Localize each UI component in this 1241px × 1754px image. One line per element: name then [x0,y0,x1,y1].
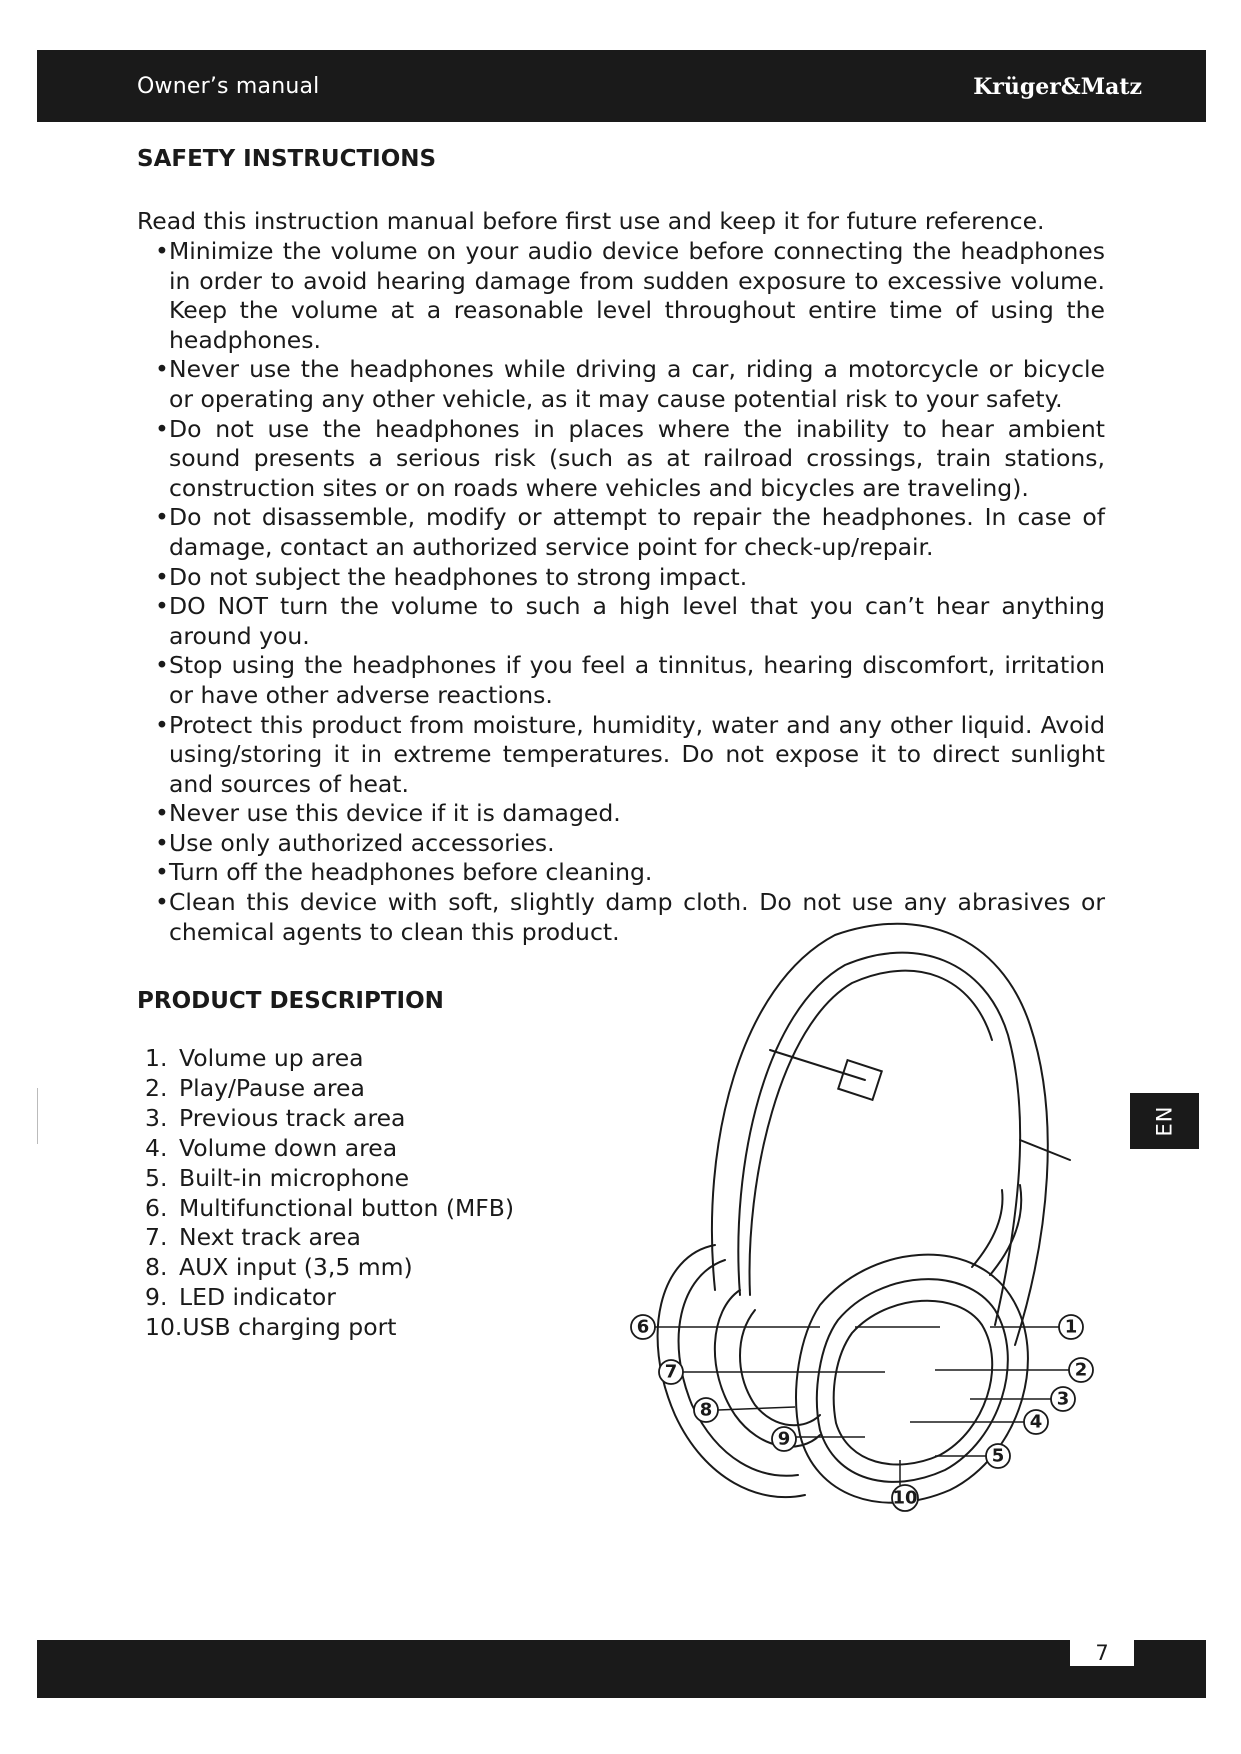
callout-label-9: 9 [777,1428,791,1450]
list-item [145,1044,514,1074]
callout-label-2: 2 [1074,1359,1088,1381]
item-label: Play/Pause area [179,1073,365,1102]
earcup-front-inner [817,1279,1008,1482]
hinge-inner [972,1190,1003,1267]
item-number: 4. [145,1133,168,1162]
safety-item: • Turn off the headphones before cleaning. [155,858,1105,888]
list-item [145,1074,514,1104]
safety-item: • Minimize the volume on your audio device before connecting the headphones in order to avoid hearing damage from sudden exposure to excessive volume. Keep the volume at a reasonable level throughout entire time of using the headphones. [155,237,1105,355]
safety-item: • Never use this device if it is damaged. [155,799,1105,829]
list-item [145,1283,514,1313]
item-number: 10. [145,1313,183,1342]
callout-label-7: 7 [664,1361,678,1383]
manual-title: Owner’s manual [137,74,320,99]
product-parts-list [145,1044,514,1343]
item-number: 3. [145,1103,168,1132]
product-heading: PRODUCT DESCRIPTION [137,988,444,1014]
item-label: USB charging port [182,1313,397,1342]
callout-label-5: 5 [991,1445,1005,1467]
list-item [145,1313,514,1343]
list-item [145,1194,514,1224]
list-item [145,1223,514,1253]
headband-edge [750,971,992,1295]
item-number: 8. [145,1253,168,1282]
list-item [145,1253,514,1283]
band-seam [1020,1140,1070,1160]
safety-item: • Never use the headphones while driving a car, riding a motorcycle or bicycle or operating any other vehicle, as it may cause potential risk to your safety. [155,355,1105,414]
item-label: Built-in microphone [179,1163,410,1192]
item-label: LED indicator [179,1283,336,1312]
safety-item: • DO NOT turn the volume to such a high level that you can’t hear anything around you. [155,592,1105,651]
item-label: Volume down area [179,1133,398,1162]
safety-item: • Stop using the headphones if you feel a tinnitus, hearing discomfort, irritation or have other adverse reactions. [155,651,1105,710]
header-bar [37,50,1206,122]
safety-heading: SAFETY INSTRUCTIONS [137,146,437,172]
list-item [145,1134,514,1164]
list-item [145,1104,514,1134]
callout-label-1: 1 [1064,1316,1078,1338]
safety-intro: Read this instruction manual before first use and keep it for future reference. [137,207,1045,235]
margin-mark [37,1088,38,1144]
headband-outer [712,924,1048,1345]
headphones-diagram [620,915,1100,1575]
safety-item: • Do not disassemble, modify or attempt to repair the headphones. In case of damage, contact an authorized service point for check-up/repair. [155,503,1105,562]
safety-list [155,237,1105,947]
page-number: 7 [1070,1640,1134,1666]
callout-label-10: 10 [892,1487,918,1509]
footer-bar [37,1640,1206,1698]
item-number: 9. [145,1283,168,1312]
item-number: 5. [145,1163,168,1192]
item-number: 6. [145,1193,168,1222]
size-marker [838,1060,882,1100]
safety-item: • Protect this product from moisture, humidity, water and any other liquid. Avoid using/storing it in extreme temperatures. Do not expose it to direct sunlight and sources of heat. [155,711,1105,800]
item-number: 1. [145,1044,168,1072]
item-number: 7. [145,1223,168,1252]
safety-item: • Use only authorized accessories. [155,829,1105,859]
callout-label-4: 4 [1029,1411,1043,1433]
callout-label-3: 3 [1056,1388,1070,1410]
safety-item: • Do not use the headphones in places where the inability to hear ambient sound presents a serious risk (such as at railroad crossings, train stations, construction sites or on roads where vehicles and bicycles are traveling). [155,415,1105,504]
brand-logo: Krüger&Matz [973,74,1142,100]
earcup-front-plate [834,1301,993,1465]
safety-item: • Clean this device with soft, slightly damp cloth. Do not use any abrasives or chemical agents to clean this product. [155,888,1105,947]
language-tab [1130,1093,1199,1149]
item-number: 2. [145,1073,168,1102]
item-label: Multifunctional button (MFB) [179,1193,515,1222]
language-tab-label: EN [1152,1105,1177,1137]
list-item [145,1164,514,1194]
item-label: Next track area [179,1223,361,1252]
item-label: Volume up area [179,1044,364,1072]
callout-label-8: 8 [699,1399,713,1421]
callout-label-6: 6 [636,1316,650,1338]
item-label: Previous track area [179,1103,406,1132]
item-label: AUX input (3,5 mm) [179,1253,413,1282]
safety-item: • Do not subject the headphones to strong impact. [155,563,1105,593]
